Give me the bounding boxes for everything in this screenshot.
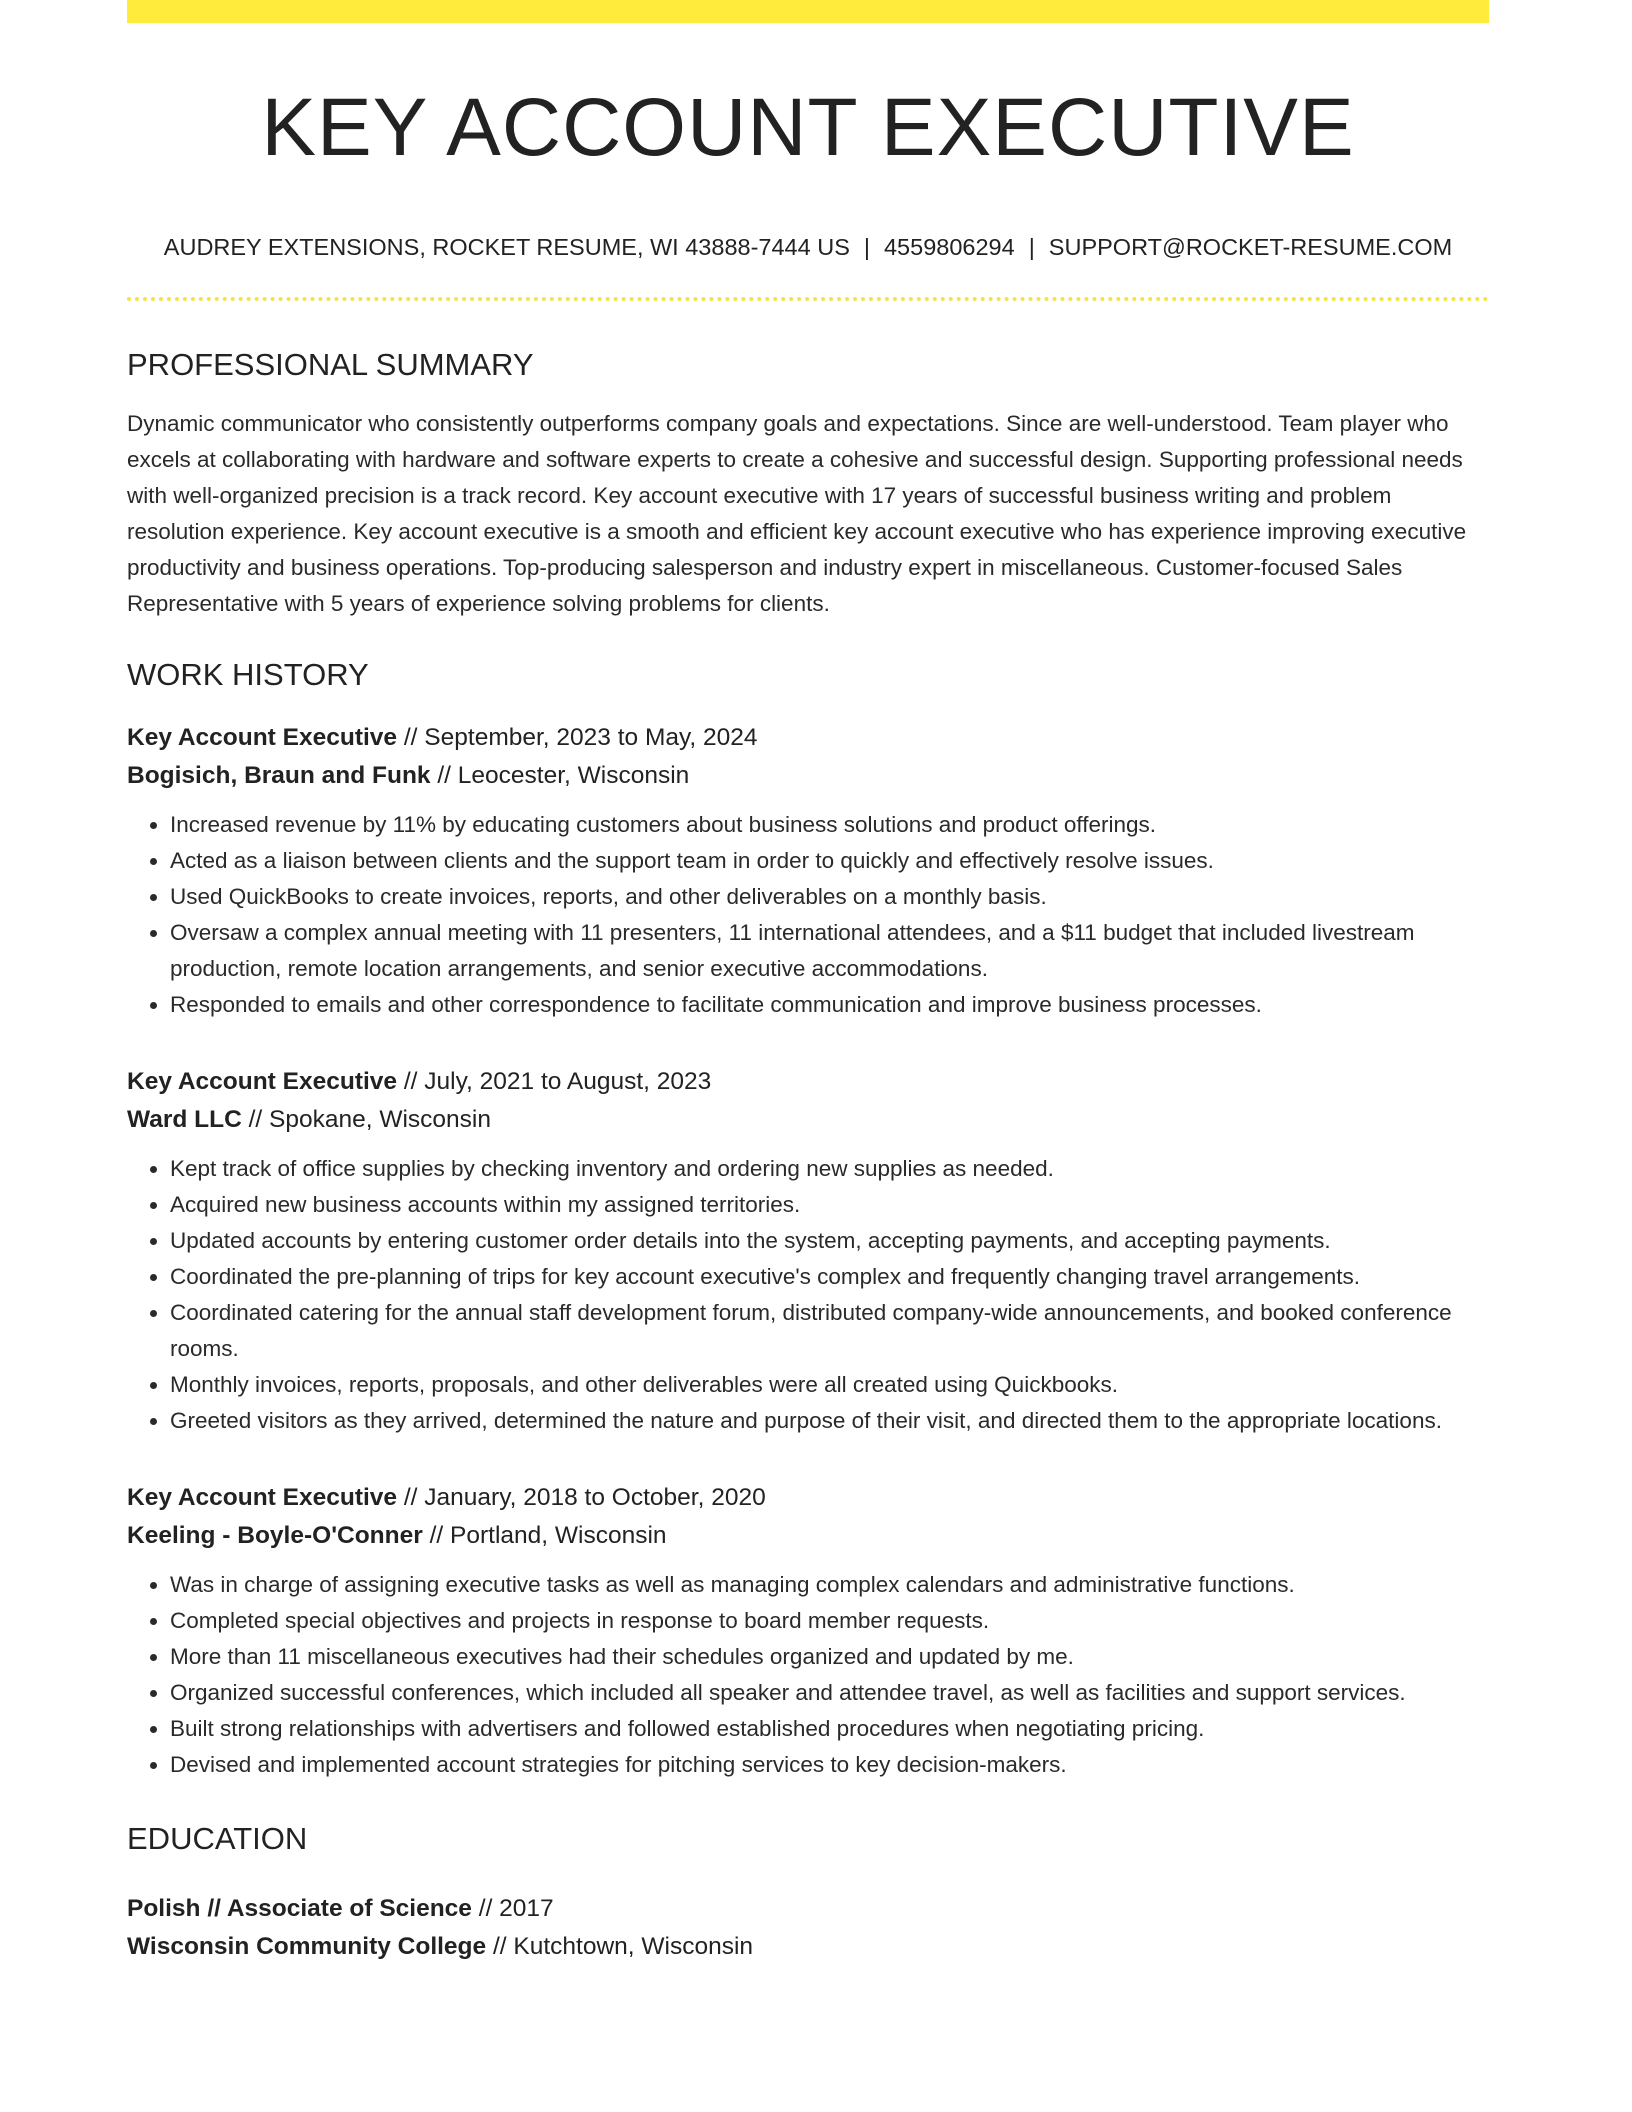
education-year: // 2017 (471, 1895, 554, 1922)
education-degree-line (127, 1890, 1489, 1928)
job-company: Ward LLC (127, 1106, 242, 1133)
job-bullet: • Acquired new business accounts within my assigned territories. (170, 1187, 1489, 1223)
work-history-heading: WORK HISTORY (127, 657, 369, 692)
contact-separator: | (863, 234, 870, 260)
job-bullet: • Organized successful conferences, which included all speaker and attendee travel, as well as facilities and support services. (170, 1675, 1489, 1711)
job-bullet: • Built strong relationships with advertisers and followed established procedures when negotiating pricing. (170, 1711, 1489, 1747)
resume-page (127, 0, 1489, 1966)
education-entry (127, 1890, 1489, 1966)
job-bullets (127, 1151, 1489, 1439)
job-bullet: • Used QuickBooks to create invoices, reports, and other deliverables on a monthly basis. (170, 879, 1489, 915)
job-company-line (127, 757, 1489, 795)
job-dates: // September, 2023 to May, 2024 (397, 724, 758, 751)
job-title-line (127, 1479, 1489, 1517)
page-title: KEY ACCOUNT EXECUTIVE (261, 82, 1355, 173)
job-bullet: • Acted as a liaison between clients and the support team in order to quickly and effectively resolve issues. (170, 843, 1489, 879)
job-bullet: • Coordinated catering for the annual staff development forum, distributed company-wide announcements, and booked conference rooms. (170, 1295, 1489, 1367)
job-dates: // July, 2021 to August, 2023 (397, 1068, 712, 1095)
job-title-line (127, 1063, 1489, 1101)
contact-separator: | (1028, 234, 1035, 260)
job-bullet: • Greeted visitors as they arrived, determined the nature and purpose of their visit, and directed them to the appropriate locations. (170, 1403, 1489, 1439)
education-location: // Kutchtown, Wisconsin (486, 1933, 754, 1960)
job-company: Keeling - Boyle-O'Conner (127, 1522, 423, 1549)
job-location: // Spokane, Wisconsin (241, 1106, 491, 1133)
job-company-line (127, 1517, 1489, 1555)
job-entry (127, 1063, 1489, 1439)
job-bullets (127, 807, 1489, 1023)
job-bullets (127, 1567, 1489, 1783)
job-location: // Leocester, Wisconsin (430, 762, 690, 789)
job-bullet: • Responded to emails and other correspondence to facilitate communication and improve business processes. (170, 987, 1489, 1023)
contact-email: SUPPORT@ROCKET-RESUME.COM (1048, 234, 1453, 260)
job-title: Key Account Executive (127, 1068, 398, 1095)
job-bullet: • Oversaw a complex annual meeting with 11 presenters, 11 international attendees, and a $11 budget that included livestream production, remote location arrangements, and senior executive accommodations. (170, 915, 1489, 987)
job-company: Bogisich, Braun and Funk (127, 762, 431, 789)
job-bullet: • More than 11 miscellaneous executives had their schedules organized and updated by me. (170, 1639, 1489, 1675)
job-bullet: • Kept track of office supplies by checking inventory and ordering new supplies as needed. (170, 1151, 1489, 1187)
job-entry (127, 1479, 1489, 1783)
job-title: Key Account Executive (127, 724, 398, 751)
job-location: // Portland, Wisconsin (422, 1522, 667, 1549)
job-bullet: • Updated accounts by entering customer order details into the system, accepting payments, and accepting payments. (170, 1223, 1489, 1259)
job-bullet: • Monthly invoices, reports, proposals, and other deliverables were all created using Quickbooks. (170, 1367, 1489, 1403)
contact-line (127, 234, 1489, 261)
job-bullet: • Completed special objectives and projects in response to board member requests. (170, 1603, 1489, 1639)
education-school-line (127, 1928, 1489, 1966)
job-bullet: • Devised and implemented account strategies for pitching services to key decision-makers. (170, 1747, 1489, 1783)
job-title: Key Account Executive (127, 1484, 398, 1511)
job-bullet: • Increased revenue by 11% by educating customers about business solutions and product offerings. (170, 807, 1489, 843)
contact-phone: 4559806294 (883, 234, 1015, 260)
summary-text: Dynamic communicator who consistently outperforms company goals and expectations. Since are well-understood. Team player who excels at collaborating with hardware and software experts to create a cohesive and successful design. Supporting professional needs with well-organized precision is a track record. Key account executive with 17 years of successful business writing and problem resolution experience. Key account executive is a smooth and efficient key account executive who has experience improving executive productivity and business operations. Top-producing salesperson and industry expert in miscellaneous. Customer-focused Sales Representative with 5 years of experience solving problems for clients. (127, 411, 1467, 616)
job-dates: // January, 2018 to October, 2020 (397, 1484, 766, 1511)
summary-heading: PROFESSIONAL SUMMARY (127, 347, 534, 382)
job-entry (127, 719, 1489, 1023)
contact-address: AUDREY EXTENSIONS, ROCKET RESUME, WI 43888-7444 US (163, 234, 850, 260)
education-school: Wisconsin Community College (127, 1933, 487, 1960)
job-bullet: • Was in charge of assigning executive tasks as well as managing complex calendars and administrative functions. (170, 1567, 1489, 1603)
education-degree: Polish // Associate of Science (127, 1895, 472, 1922)
job-company-line (127, 1101, 1489, 1139)
education-heading: EDUCATION (127, 1821, 308, 1856)
accent-bar (127, 0, 1489, 23)
job-title-line (127, 719, 1489, 757)
dotted-divider (127, 297, 1489, 301)
job-bullet: • Coordinated the pre-planning of trips for key account executive's complex and frequently changing travel arrangements. (170, 1259, 1489, 1295)
